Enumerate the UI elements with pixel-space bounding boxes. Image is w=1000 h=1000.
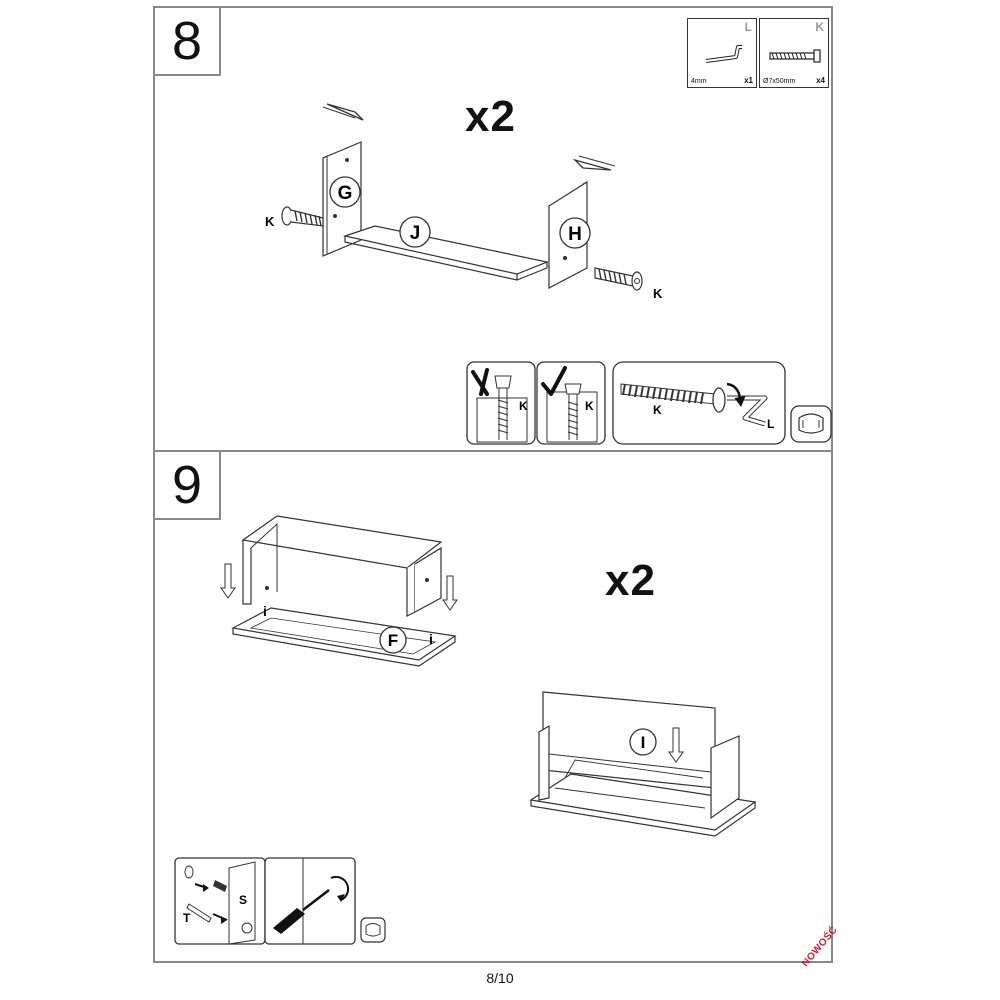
label-k-right-detail: K [585,399,594,413]
detail-tool [613,362,785,444]
detail-right [537,362,605,444]
detail-dowel [175,858,265,944]
label-k-right: K [653,286,663,301]
screw-right [595,268,642,290]
label-j: J [409,223,421,244]
arrow-icon [327,104,363,120]
page-number: 8/10 [486,970,514,986]
step-8-diagram [155,8,835,454]
arrow-icon [575,160,611,170]
part-size: 4mm [691,78,707,85]
label-h: H [568,224,582,245]
label-l-tool: L [767,417,775,431]
part-letter: L [744,20,752,34]
step-9-diagram [155,452,835,965]
part-qty: x4 [816,76,825,85]
step-9-panel [153,450,833,963]
label-s: S [239,893,248,907]
cabinet-frame [243,516,441,616]
screw-left [282,207,323,226]
multiplier-label: x2 [465,92,516,141]
label-k-wrong: K [519,399,528,413]
step-8-panel [153,6,833,452]
part-qty: x1 [744,76,753,85]
detail-screwdriver [265,858,355,944]
label-k-left: K [265,214,275,229]
step-number: 8 [153,6,221,76]
label-f: F [387,631,399,650]
part-letter: K [815,20,824,34]
shelf-j [345,226,547,280]
new-badge: NOWOŚĆ [800,924,840,970]
label-t: T [183,911,191,925]
step-number: 9 [153,450,221,520]
label-i-right: i [429,631,433,647]
label-i-panel: I [640,733,646,752]
cabinet-assembly [531,692,755,836]
label-i-left: i [263,603,267,619]
label-k-tool: K [653,403,662,417]
arrow-down-icon [443,576,457,610]
repeat-icon [361,918,385,942]
label-g: G [337,183,353,204]
part-size: Ø7x50mm [763,78,796,85]
multiplier-label: x2 [605,556,656,605]
arrow-down-icon [221,564,235,598]
repeat-icon [791,406,831,442]
